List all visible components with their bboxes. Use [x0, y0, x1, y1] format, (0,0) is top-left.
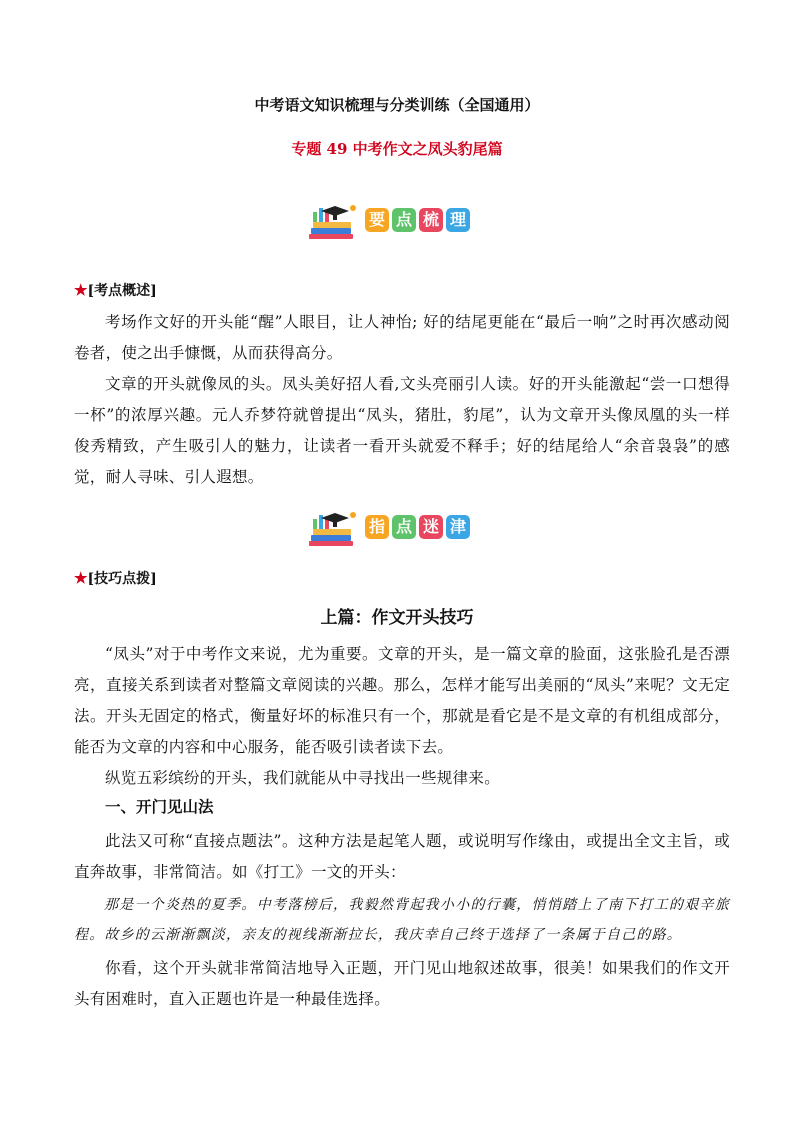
section-label: [考点概述] [87, 283, 157, 299]
paragraph: 纵览五彩缤纷的开头，我们就能从中寻找出一些规律来。 [105, 769, 501, 787]
paragraph: 你看，这个开头就非常简洁地导入正题，开门见山地叙述故事，很美！如果我们的作文开头有困难时，直入正题也许是一种最佳选择。 [74, 959, 730, 1008]
example-quote: 那是一个炎热的夏季。中考落榜后，我毅然背起我小小的行囊，悄悄踏上了南下打工的艰辛旅程。故乡的云渐渐飘淡，亲友的视线渐渐拉长，我庆幸自己终于选择了一条属于自己的路。 [74, 897, 730, 943]
paragraph: 此法又可称“直接点题法”。这种方法是起笔人题，或说明写作缘由，或提出全文主旨，或直奔故事，非常简洁。如《打工》一文的开头： [74, 832, 730, 881]
badge-char: 迷 [419, 515, 443, 539]
badge-char: 点 [392, 515, 416, 539]
badge-char: 要 [365, 208, 389, 232]
document-subtitle: 专题 49 中考作文之凤头豹尾篇 [291, 140, 503, 158]
badge-char: 梳 [419, 208, 443, 232]
paragraph: 考场作文好的开头能“醒”人眼目，让人神怡; 好的结尾更能在“最后一响”之时再次感动阅卷者，使之出手慷慨，从而获得高分。 [74, 313, 730, 362]
books-icon [305, 202, 361, 240]
section-label: [技巧点拨] [87, 571, 157, 587]
section-badge-guidance [305, 509, 495, 549]
badge-char: 津 [446, 515, 470, 539]
star-icon: ★ [74, 281, 88, 299]
section-heading-overview [74, 280, 157, 300]
badge-char: 点 [392, 208, 416, 232]
method-heading: 一、开门见山法 [105, 797, 214, 816]
star-icon: ★ [74, 569, 88, 587]
paragraph: “凤头”对于中考作文来说，尤为重要。文章的开头，是一篇文章的脸面，这张脸孔是否漂亮，直接关系到读者对整篇文章阅读的兴趣。那么，怎样才能写出美丽的“凤头”来呢？文无定法。开头无固定的格式，衡量好坏的标准只有一个，那就是看它是不是文章的有机组成部分，能否为文章的内容和中心服务，能否吸引读者读下去。 [74, 645, 730, 756]
paragraph: 文章的开头就像凤的头。凤头美好招人看,文头亮丽引人读。好的开头能激起“尝一口想得一杯”的浓厚兴趣。元人乔梦符就曾提出“凤头，猪肚，豹尾”，认为文章开头像凤凰的头一样俊秀精致，产生吸引人的魅力，让读者一看开头就爱不释手；好的结尾给人“余音袅袅”的感觉，耐人寻味、引人遐想。 [74, 375, 730, 486]
badge-char: 理 [446, 208, 470, 232]
part-title: 上篇：作文开头技巧 [320, 608, 474, 628]
badge-char: 指 [365, 515, 389, 539]
section-badge-key-points [305, 202, 495, 242]
section-heading-tips [74, 568, 157, 588]
books-icon [305, 509, 361, 547]
document-title: 中考语文知识梳理与分类训练（全国通用） [254, 96, 540, 114]
